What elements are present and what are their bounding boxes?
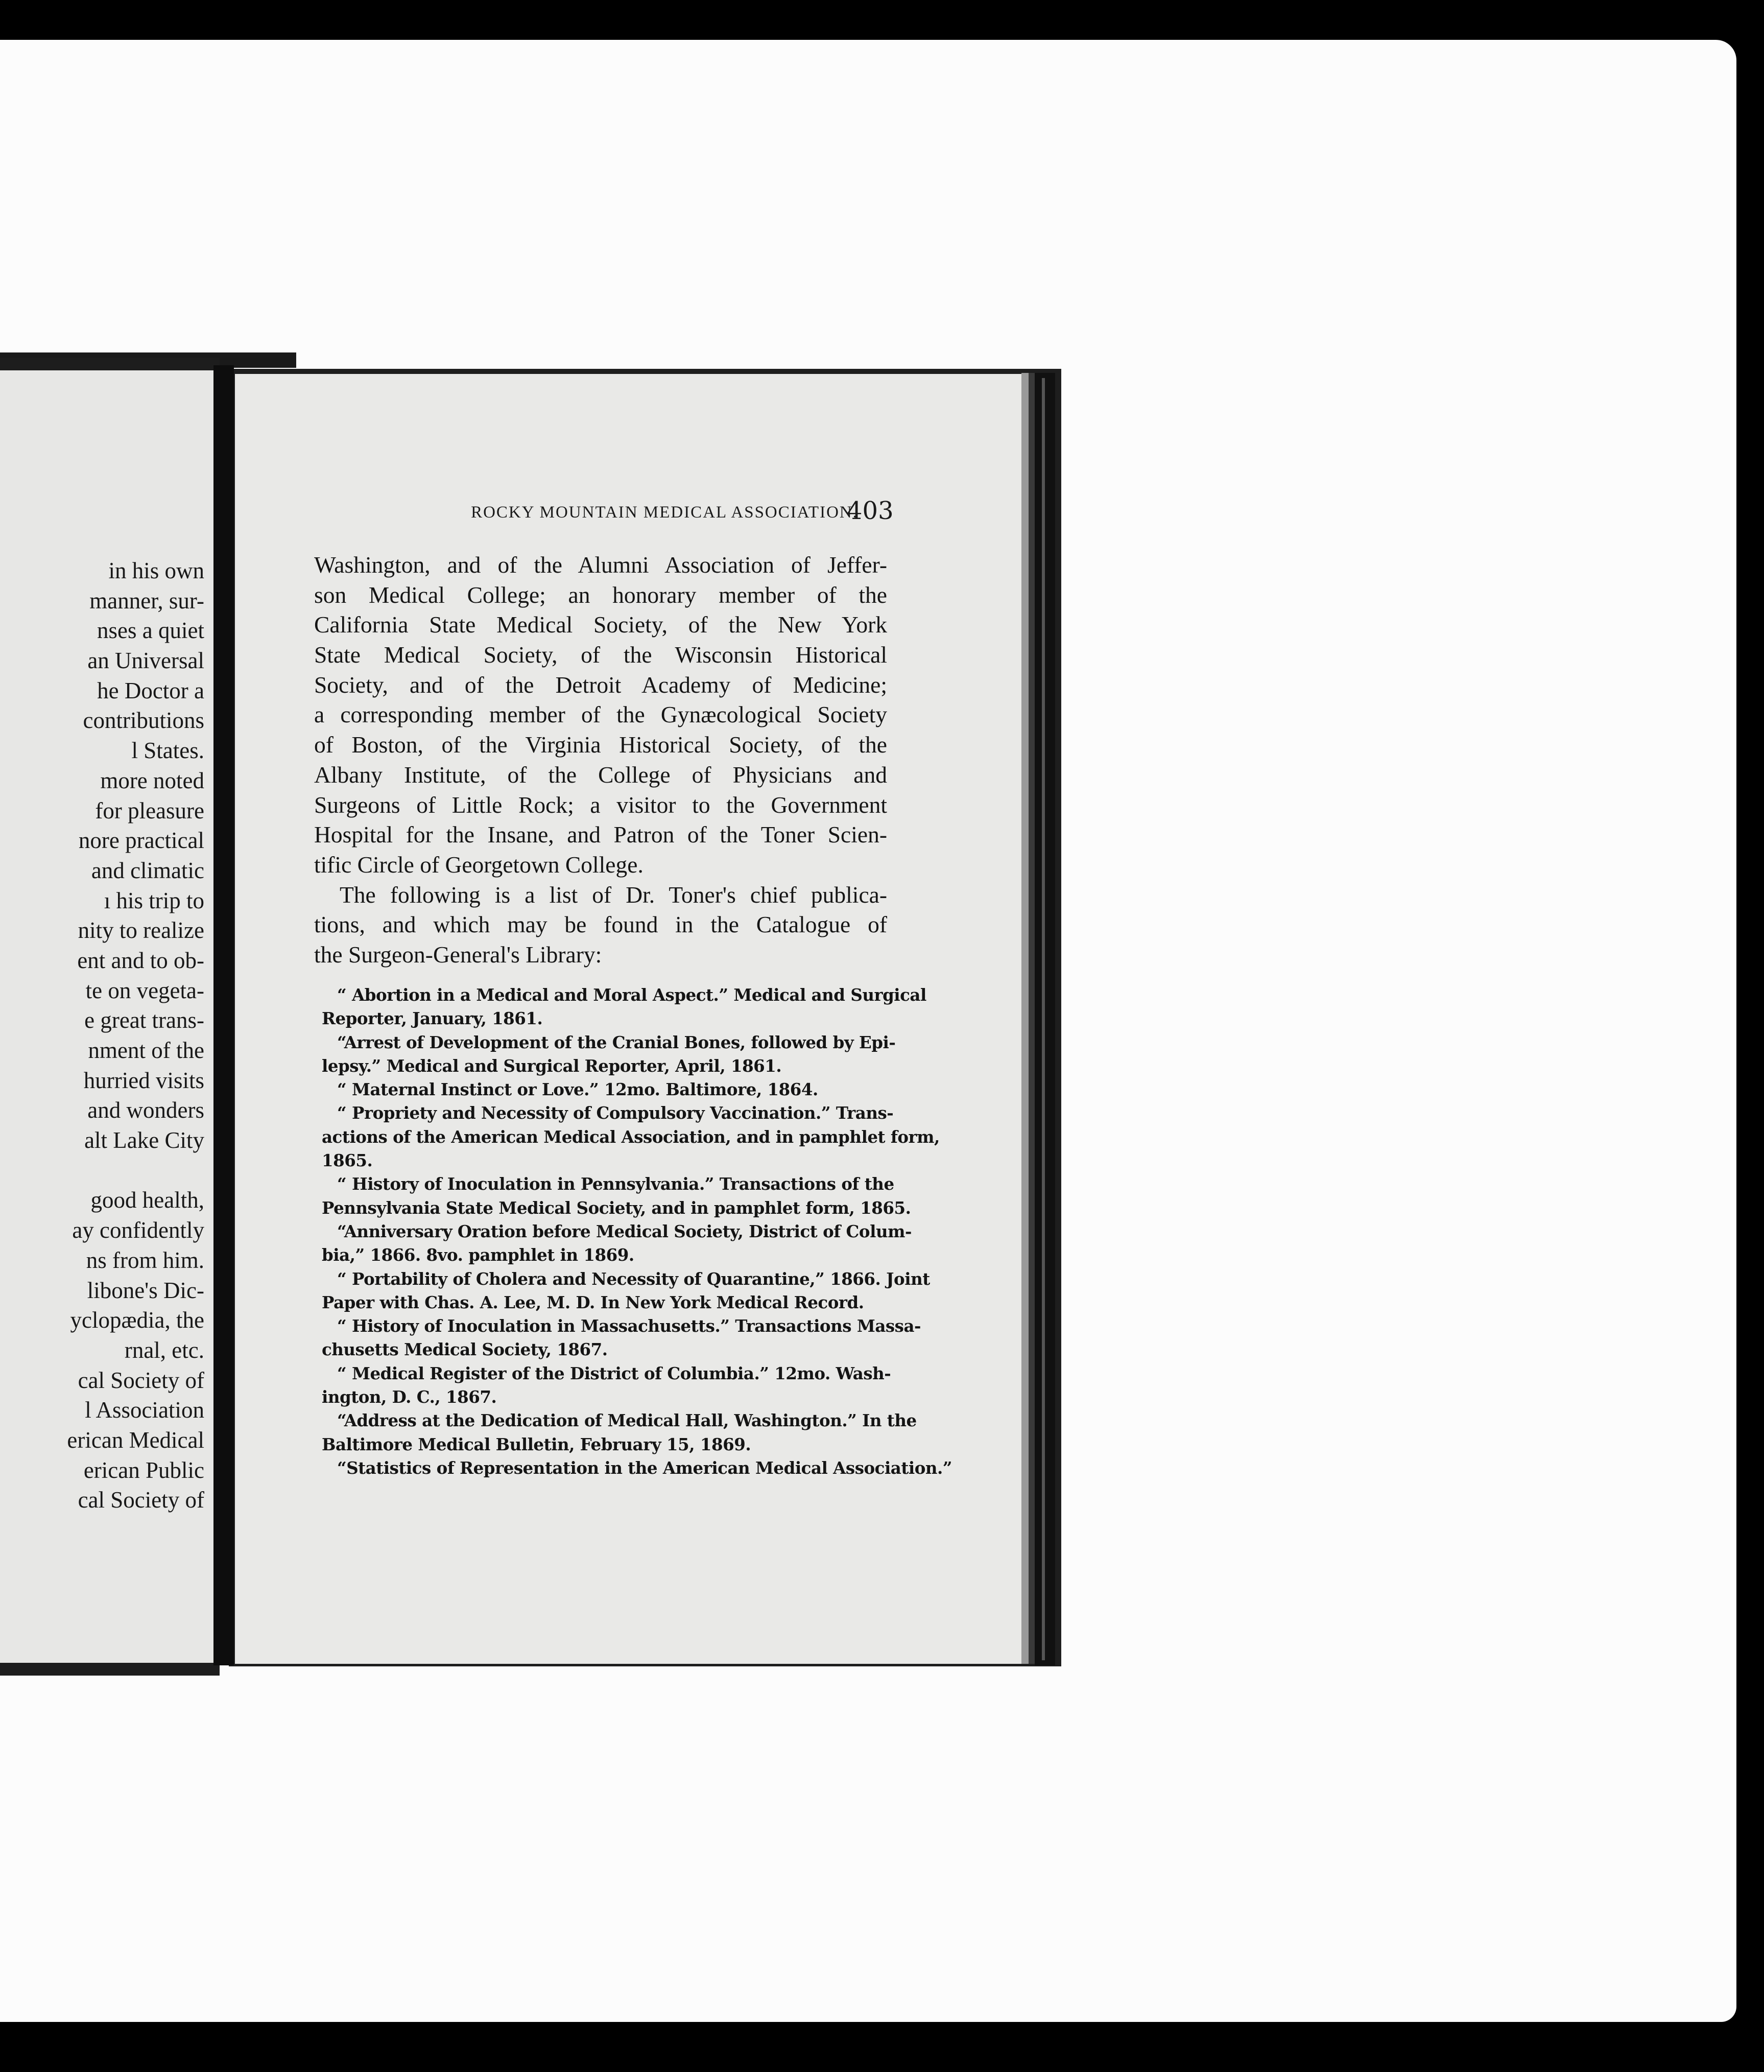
running-head: ROCKY MOUNTAIN MEDICAL ASSOCIATION.	[471, 503, 858, 522]
page-edges-shadow	[1029, 373, 1035, 1664]
body-line: Hospital for the Insane, and Patron of the Toner Scien-	[314, 821, 887, 848]
publication-line: “ Maternal Instinct or Love.” 12mo. Baltimore, 1864.	[337, 1079, 818, 1100]
left-page-line: he Doctor a	[97, 677, 204, 703]
left-page-line: erican Medical	[67, 1427, 204, 1453]
left-page-line: more noted	[100, 767, 204, 793]
publication-entry	[322, 1220, 912, 1267]
publication-entry	[322, 1409, 917, 1456]
body-line: Washington, and of the Alumni Association of Jeffer-	[314, 552, 887, 578]
publication-line: “ Propriety and Necessity of Compulsory Vaccination.” Trans-	[337, 1103, 894, 1123]
publication-entry	[322, 1362, 889, 1409]
left-page-line: for pleasure	[95, 797, 204, 823]
left-page-line: manner, sur-	[89, 587, 204, 614]
publication-line: 1865.	[322, 1150, 373, 1171]
page-edges	[1021, 373, 1029, 1664]
left-page-line: good health,	[90, 1187, 204, 1213]
body-line: Society, and of the Detroit Academy of Medicine;	[314, 671, 887, 698]
publication-entry	[322, 1267, 930, 1315]
left-page-line: alt Lake City	[84, 1127, 204, 1153]
publication-entry	[322, 1456, 952, 1480]
body-line: The following is a list of Dr. Toner's chief publica-	[340, 881, 887, 908]
publication-line: “ Portability of Cholera and Necessity of Quarantine,” 1866. Joint	[337, 1268, 930, 1289]
left-page-line: cal Society of	[78, 1367, 204, 1393]
left-page-line: l Association	[85, 1397, 204, 1423]
left-page-line: ı his trip to	[104, 887, 204, 913]
publication-line: “ Abortion in a Medical and Moral Aspect.” Medical and Surgical	[337, 985, 926, 1005]
body-line: tific Circle of Georgetown College.	[314, 851, 643, 878]
page-number: 403	[847, 497, 894, 525]
body-line: California State Medical Society, of the New York	[314, 611, 887, 638]
body-line: Surgeons of Little Rock; a visitor to the Government	[314, 791, 887, 818]
left-page-line: an Universal	[87, 648, 204, 674]
left-page-text	[67, 556, 204, 1515]
body-line: a corresponding member of the Gynæcological Society	[314, 701, 887, 728]
publication-list	[322, 983, 952, 1480]
publication-entry	[322, 983, 926, 1031]
publication-entry	[322, 1101, 940, 1172]
left-page-line: libone's Dic-	[87, 1277, 204, 1303]
body-line: Albany Institute, of the College of Physicians and	[314, 761, 887, 788]
body-line: son Medical College; an honorary member of the	[314, 581, 887, 608]
left-page-line: l States.	[131, 738, 204, 764]
left-page	[0, 370, 213, 1663]
body-line: State Medical Society, of the Wisconsin Historical	[314, 642, 887, 668]
right-cover-edge	[1035, 373, 1055, 1665]
left-page-line: nore practical	[78, 828, 204, 854]
publication-line: “Anniversary Oration before Medical Society, District of Colum-	[337, 1221, 912, 1241]
left-page-line: and wonders	[87, 1097, 204, 1123]
publication-entry	[322, 1314, 921, 1362]
publication-line: Pennsylvania State Medical Society, and in pamphlet form, 1865.	[322, 1197, 911, 1218]
publication-line: Reporter, January, 1861.	[322, 1008, 543, 1029]
left-page-line: te on vegeta-	[85, 977, 204, 1003]
publication-line: Paper with Chas. A. Lee, M. D. In New York Medical Record.	[322, 1292, 864, 1312]
left-page-line: e great trans-	[84, 1007, 204, 1033]
publication-line: “ History of Inoculation in Pennsylvania.” Transactions of the	[337, 1174, 894, 1194]
left-page-line: nses a quiet	[97, 618, 204, 644]
publication-line: “Arrest of Development of the Cranial Bones, followed by Epi-	[337, 1032, 896, 1052]
body-line: tions, and which may be found in the Catalogue of	[314, 911, 887, 938]
publication-line: lepsy.” Medical and Surgical Reporter, April, 1861.	[322, 1055, 782, 1076]
publication-line: chusetts Medical Society, 1867.	[322, 1339, 608, 1360]
publication-line: “Statistics of Representation in the American Medical Association.”	[337, 1457, 952, 1478]
publication-line: Baltimore Medical Bulletin, February 15, 1869.	[322, 1434, 751, 1454]
left-page-line: rnal, etc.	[124, 1337, 204, 1363]
left-page-line: cal Society of	[78, 1487, 204, 1513]
publication-line: “ Medical Register of the District of Columbia.” 12mo. Wash-	[337, 1363, 891, 1383]
book-gutter	[213, 365, 234, 1665]
body-text	[314, 550, 887, 970]
left-page-line: in his own	[108, 558, 204, 583]
left-page-line: nment of the	[88, 1038, 204, 1063]
publication-line: actions of the American Medical Association, and in pamphlet form,	[322, 1126, 940, 1147]
left-page-line: nity to realize	[78, 917, 204, 944]
left-page-line: yclopædia, the	[70, 1307, 204, 1333]
publication-line: ington, D. C., 1867.	[322, 1387, 497, 1407]
left-page-line: ent and to ob-	[77, 947, 204, 973]
left-page-line: hurried visits	[83, 1067, 204, 1093]
left-page-line: contributions	[83, 708, 204, 734]
left-page-line: ay confidently	[72, 1217, 204, 1243]
publication-line: “ History of Inoculation in Massachusetts.” Transactions Massa-	[337, 1316, 921, 1336]
publication-line: bia,” 1866. 8vo. pamphlet in 1869.	[322, 1245, 634, 1265]
left-page-line: and climatic	[91, 857, 204, 883]
publication-entry	[322, 1172, 911, 1220]
left-page-line: erican Public	[83, 1457, 204, 1483]
publication-entry	[322, 1078, 889, 1101]
publication-line: “Address at the Dedication of Medical Hall, Washington.” In the	[337, 1410, 917, 1431]
left-page-line: ns from him.	[86, 1247, 204, 1273]
left-page-line	[67, 1156, 204, 1186]
body-line: the Surgeon-General's Library:	[314, 941, 602, 968]
right-cover-highlight	[1042, 378, 1045, 1660]
publication-entry	[322, 1031, 896, 1078]
body-line: of Boston, of the Virginia Historical Society, of the	[314, 732, 887, 758]
